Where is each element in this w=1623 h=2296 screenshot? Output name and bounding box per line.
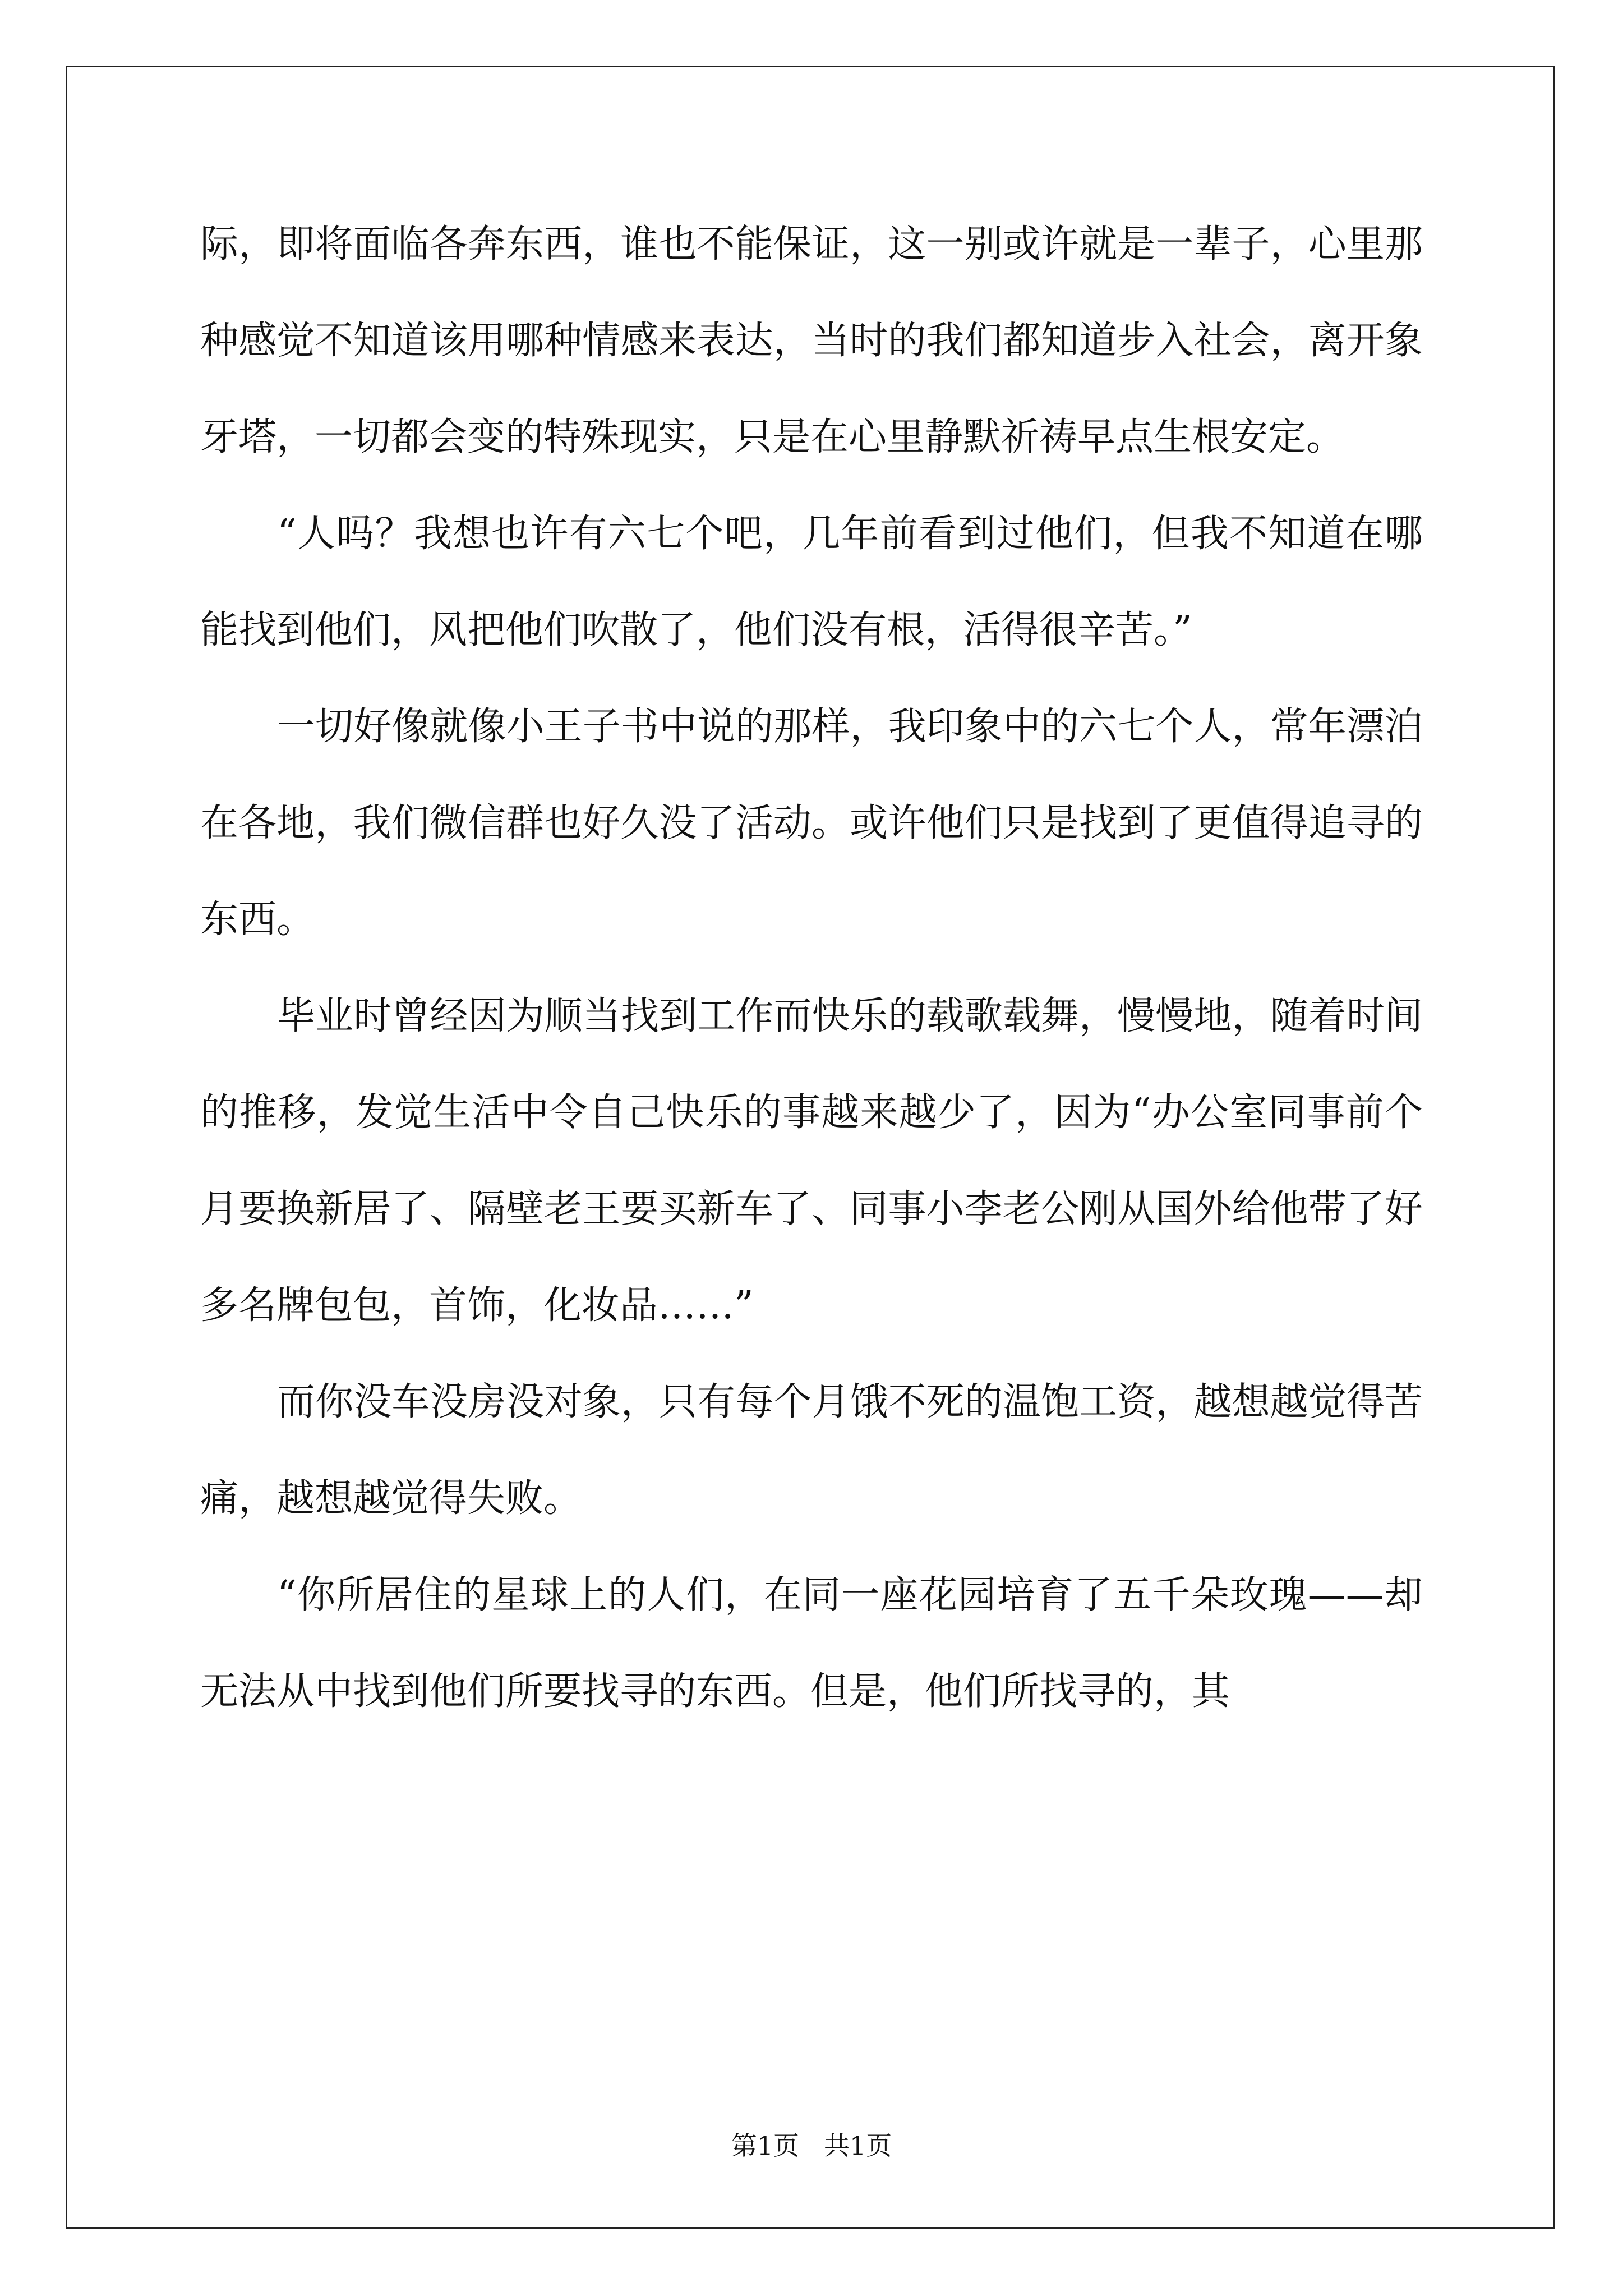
page-number-total: 共1页 (823, 2131, 892, 2161)
page-number-current: 第1页 (731, 2131, 800, 2161)
paragraph-3: 一切好像就像小王子书中说的那样，我印象中的六七个人，常年漂泊在各地，我们微信群也好久没了活动。或许他们只是找到了更值得追寻的东西。 (200, 705, 1423, 942)
paragraph-2: “人吗？我想也许有六七个吧，几年前看到过他们，但我不知道在哪能找到他们，风把他们吹散了，他们没有根，活得很辛苦。” (200, 512, 1423, 652)
paragraph-4: 毕业时曾经因为顺当找到工作而快乐的载歌载舞，慢慢地，随着时间的推移，发觉生活中令自己快乐的事越来越少了，因为“办公室同事前个月要换新居了、隔壁老王要买新车了、同事小李老公刚从国外给他带了好多名牌包包，首饰，化妆品……” (200, 994, 1423, 1328)
paragraph-6: “你所居住的星球上的人们，在同一座花园培育了五千朵玫瑰——却无法从中找到他们所要找寻的东西。但是，他们所找寻的，其 (200, 1573, 1423, 1714)
page-footer (0, 2129, 1623, 2162)
paragraph-1: 际，即将面临各奔东西，谁也不能保证，这一别或许就是一辈子，心里那种感觉不知道该用哪种情感来表达，当时的我们都知道步入社会，离开象牙塔，一切都会变的特殊现实，只是在心里静默祈祷早点生根安定。 (200, 222, 1423, 459)
document-body (200, 196, 1423, 1740)
paragraph-5: 而你没车没房没对象，只有每个月饿不死的温饱工资，越想越觉得苦痛，越想越觉得失败。 (200, 1380, 1423, 1521)
